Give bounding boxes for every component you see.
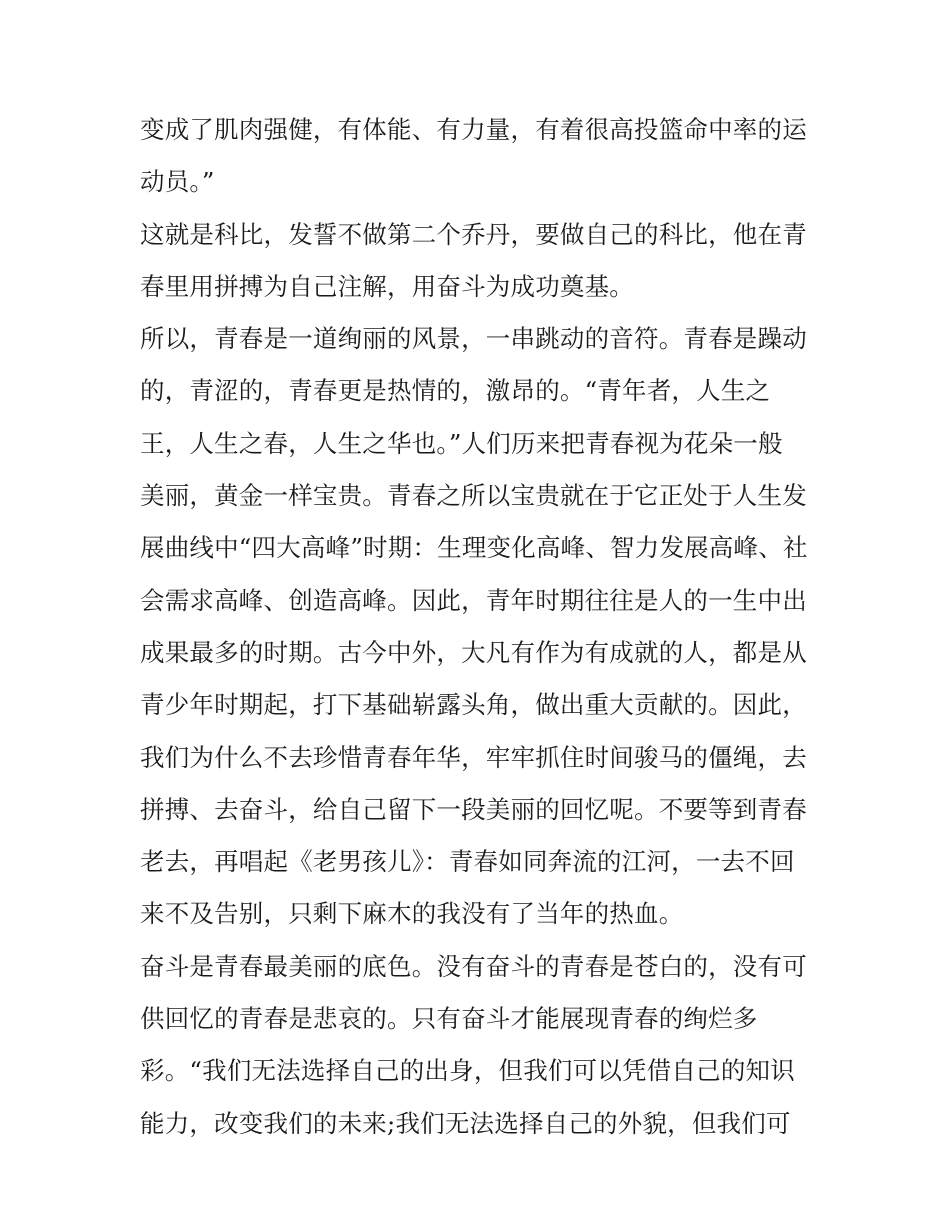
text-line: 所以，青春是一道绚丽的风景，一串跳动的音符。青春是躁动 bbox=[140, 324, 807, 354]
text-line: 会需求高峰、创造高峰。因此，青年时期往往是人的一生中出 bbox=[140, 585, 807, 615]
text-line: 变成了肌肉强健，有体能、有力量，有着很高投篮命中率的运 bbox=[140, 115, 807, 144]
text-line: 动员。” bbox=[140, 167, 215, 197]
text-line: 彩。“我们无法选择自己的出身，但我们可以凭借自己的知识 bbox=[140, 1056, 795, 1086]
text-line: 供回忆的青春是悲哀的。只有奋斗才能展现青春的绚烂多 bbox=[140, 1004, 758, 1034]
text-line: 的，青涩的，青春更是热情的，激昂的。“青年者，人生之 bbox=[140, 376, 771, 406]
text-line: 春里用拼搏为自己注解，用奋斗为成功奠基。 bbox=[140, 271, 634, 301]
text-line: 我们为什么不去珍惜青春年华，牢牢抓住时间骏马的僵绳，去 bbox=[140, 742, 807, 772]
text-line: 展曲线中“四大高峰”时期：生理变化高峰、智力发展高峰、社 bbox=[140, 533, 808, 563]
text-line: 王，人生之春，人生之华也。”人们历来把青春视为花朵一般 bbox=[140, 428, 783, 458]
text-line: 拼搏、去奋斗，给自己留下一段美丽的回忆呢。不要等到青春 bbox=[140, 794, 807, 824]
text-line: 来不及告别，只剩下麻木的我没有了当年的热血。 bbox=[140, 899, 684, 929]
text-line: 奋斗是青春最美丽的底色。没有奋斗的青春是苍白的，没有可 bbox=[140, 951, 807, 981]
text-line: 这就是科比，发誓不做第二个乔丹，要做自己的科比，他在青 bbox=[140, 219, 807, 249]
text-line: 美丽，黄金一样宝贵。青春之所以宝贵就在于它正处于人生发 bbox=[140, 481, 807, 511]
text-line: 成果最多的时期。古今中外，大凡有作为有成就的人，都是从 bbox=[140, 637, 807, 667]
text-line: 能力，改变我们的未来;我们无法选择自己的外貌，但我们可 bbox=[140, 1108, 791, 1138]
text-line: 青少年时期起，打下基础崭露头角，做出重大贡献的。因此， bbox=[140, 690, 807, 720]
body-text bbox=[140, 104, 820, 1150]
text-line: 老去，再唱起《老男孩儿》：青春如同奔流的江河，一去不回 bbox=[140, 847, 795, 877]
